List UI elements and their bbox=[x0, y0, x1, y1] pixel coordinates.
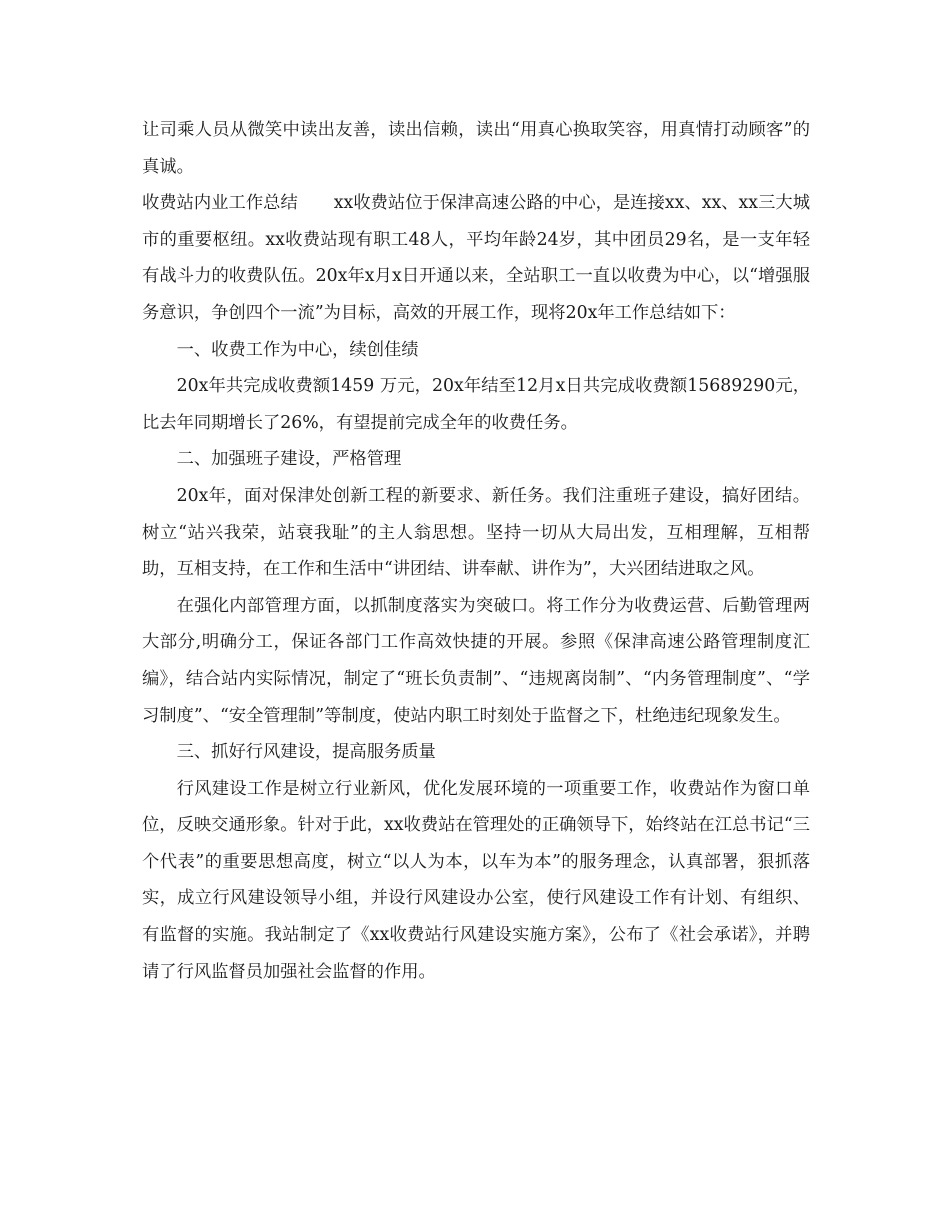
section-heading-2: 二、加强班子建设，严格管理 bbox=[176, 449, 402, 470]
summary-body: xx收费站位于保津高速公路的中心，是连接xx、xx、xx三大城市的重要枢纽。xx收费站现有职工48人，平均年龄24岁，其中团员29名，是一支年轻有战斗力的收费队伍。20x年x月x日开通以来，全站职工一直以收费为中心，以“增强服务意识，争创四个一流”为目标，高效的开展工作，现将20x年工作总结如下： bbox=[142, 193, 810, 323]
paragraph-internal-management: 在强化内部管理方面，以抓制度落实为突破口。将工作分为收费运营、后勤管理两大部分,明确分工，保证各部门工作高效快捷的开展。参照《保津高速公路管理制度汇编》，结合站内实际情况，制定了“班长负责制”、“违规离岗制”、“内务管理制度”、“学习制度”、“安全管理制”等制度，使站内职工时刻处于监督之下，杜绝违纪现象发生。 bbox=[142, 595, 810, 726]
section-heading-1: 一、收费工作为中心，续创佳绩 bbox=[176, 339, 419, 360]
summary-title: 收费站内业工作总结 bbox=[142, 193, 298, 214]
document-body bbox=[142, 112, 810, 990]
paragraph-summary bbox=[142, 185, 810, 331]
paragraph-toll-revenue: 20x年共完成收费额1459 万元，20x年结至12月x日共完成收费额15689290元，比去年同期增长了26%，有望提前完成全年的收费任务。 bbox=[142, 376, 810, 433]
section-heading-3: 三、抓好行风建设，提高服务质量 bbox=[176, 742, 436, 763]
paragraph-intro: 让司乘人员从微笑中读出友善，读出信赖，读出“用真心换取笑容，用真情打动顾客”的真诚。 bbox=[142, 120, 810, 177]
paragraph-industry-style: 行风建设工作是树立行业新风，优化发展环境的一项重要工作，收费站作为窗口单位，反映交通形象。针对于此，xx收费站在管理处的正确领导下，始终站在江总书记“三个代表”的重要思想高度，树立“以人为本，以车为本”的服务理念，认真部署，狠抓落实，成立行风建设领导小组，并设行风建设办公室，使行风建设工作有计划、有组织、有监督的实施。我站制定了《xx收费站行风建设实施方案》，公布了《社会承诺》，并聘请了行风监督员加强社会监督的作用。 bbox=[142, 778, 810, 982]
paragraph-team-building: 20x年，面对保津处创新工程的新要求、新任务。我们注重班子建设，搞好团结。树立“站兴我荣，站衰我耻”的主人翁思想。坚持一切从大局出发，互相理解，互相帮助，互相支持，在工作和生活中“讲团结、讲奉献、讲作为”，大兴团结进取之风。 bbox=[142, 485, 810, 580]
